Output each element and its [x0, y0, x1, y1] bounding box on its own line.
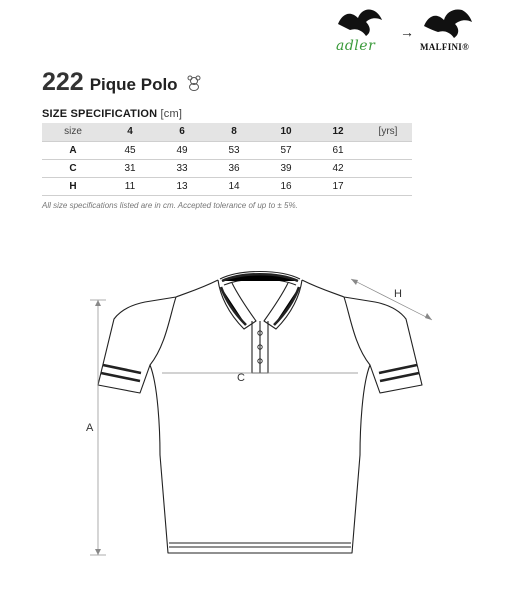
- size-column-label: size: [42, 123, 104, 141]
- table-cell: 42: [312, 159, 364, 177]
- table-cell: 31: [104, 159, 156, 177]
- measurement-label: A: [42, 141, 104, 159]
- malfini-eagle-icon: [422, 6, 474, 40]
- table-cell: 17: [312, 177, 364, 195]
- table-row: [42, 159, 412, 177]
- measure-h-label: H: [394, 288, 402, 300]
- size-spec-unit: [cm]: [160, 108, 183, 120]
- adler-logo: [330, 6, 392, 58]
- measure-c-label: C: [237, 372, 245, 384]
- measurement-label: H: [42, 177, 104, 195]
- table-cell: 36: [208, 159, 260, 177]
- measure-a-label: A: [86, 422, 94, 434]
- adler-wordmark: adler: [336, 38, 376, 54]
- table-row: [42, 177, 412, 195]
- brand-logos: [330, 6, 505, 58]
- size-header: 6: [156, 123, 208, 141]
- product-code: 222: [42, 68, 84, 96]
- malfini-logo: [420, 6, 500, 58]
- size-header: 12: [312, 123, 364, 141]
- table-cell: 14: [208, 177, 260, 195]
- table-cell: 39: [260, 159, 312, 177]
- table-row: [42, 141, 412, 159]
- polo-shirt-diagram: [0, 255, 510, 595]
- size-unit-label: [yrs]: [364, 123, 412, 141]
- size-header: 4: [104, 123, 156, 141]
- size-spec-title: SIZE SPECIFICATION: [42, 108, 158, 120]
- collar-right: [264, 280, 302, 329]
- collar-left: [218, 280, 256, 329]
- teddy-bear-icon: [186, 75, 202, 91]
- table-cell: 33: [156, 159, 208, 177]
- measure-h-line: [351, 279, 432, 320]
- table-cell: 11: [104, 177, 156, 195]
- table-cell: 16: [260, 177, 312, 195]
- shirt-outline: [98, 280, 422, 553]
- size-header: 8: [208, 123, 260, 141]
- size-table: [42, 123, 412, 196]
- table-cell: 13: [156, 177, 208, 195]
- product-title: [42, 68, 202, 97]
- arrow-right-icon: →: [400, 24, 414, 40]
- product-name: Pique Polo: [89, 75, 178, 94]
- size-header: 10: [260, 123, 312, 141]
- size-table-header: [42, 123, 412, 141]
- table-cell: 61: [312, 141, 364, 159]
- table-cell: 57: [260, 141, 312, 159]
- table-cell: 49: [156, 141, 208, 159]
- tolerance-note: All size specifications listed are in cm. Accepted tolerance of up to ± 5%.: [42, 201, 298, 210]
- adler-eagle-icon: [336, 6, 384, 38]
- table-cell: 53: [208, 141, 260, 159]
- measurement-label: C: [42, 159, 104, 177]
- malfini-wordmark: MALFINI®: [420, 42, 470, 52]
- size-spec-heading: [42, 108, 182, 120]
- table-cell: 45: [104, 141, 156, 159]
